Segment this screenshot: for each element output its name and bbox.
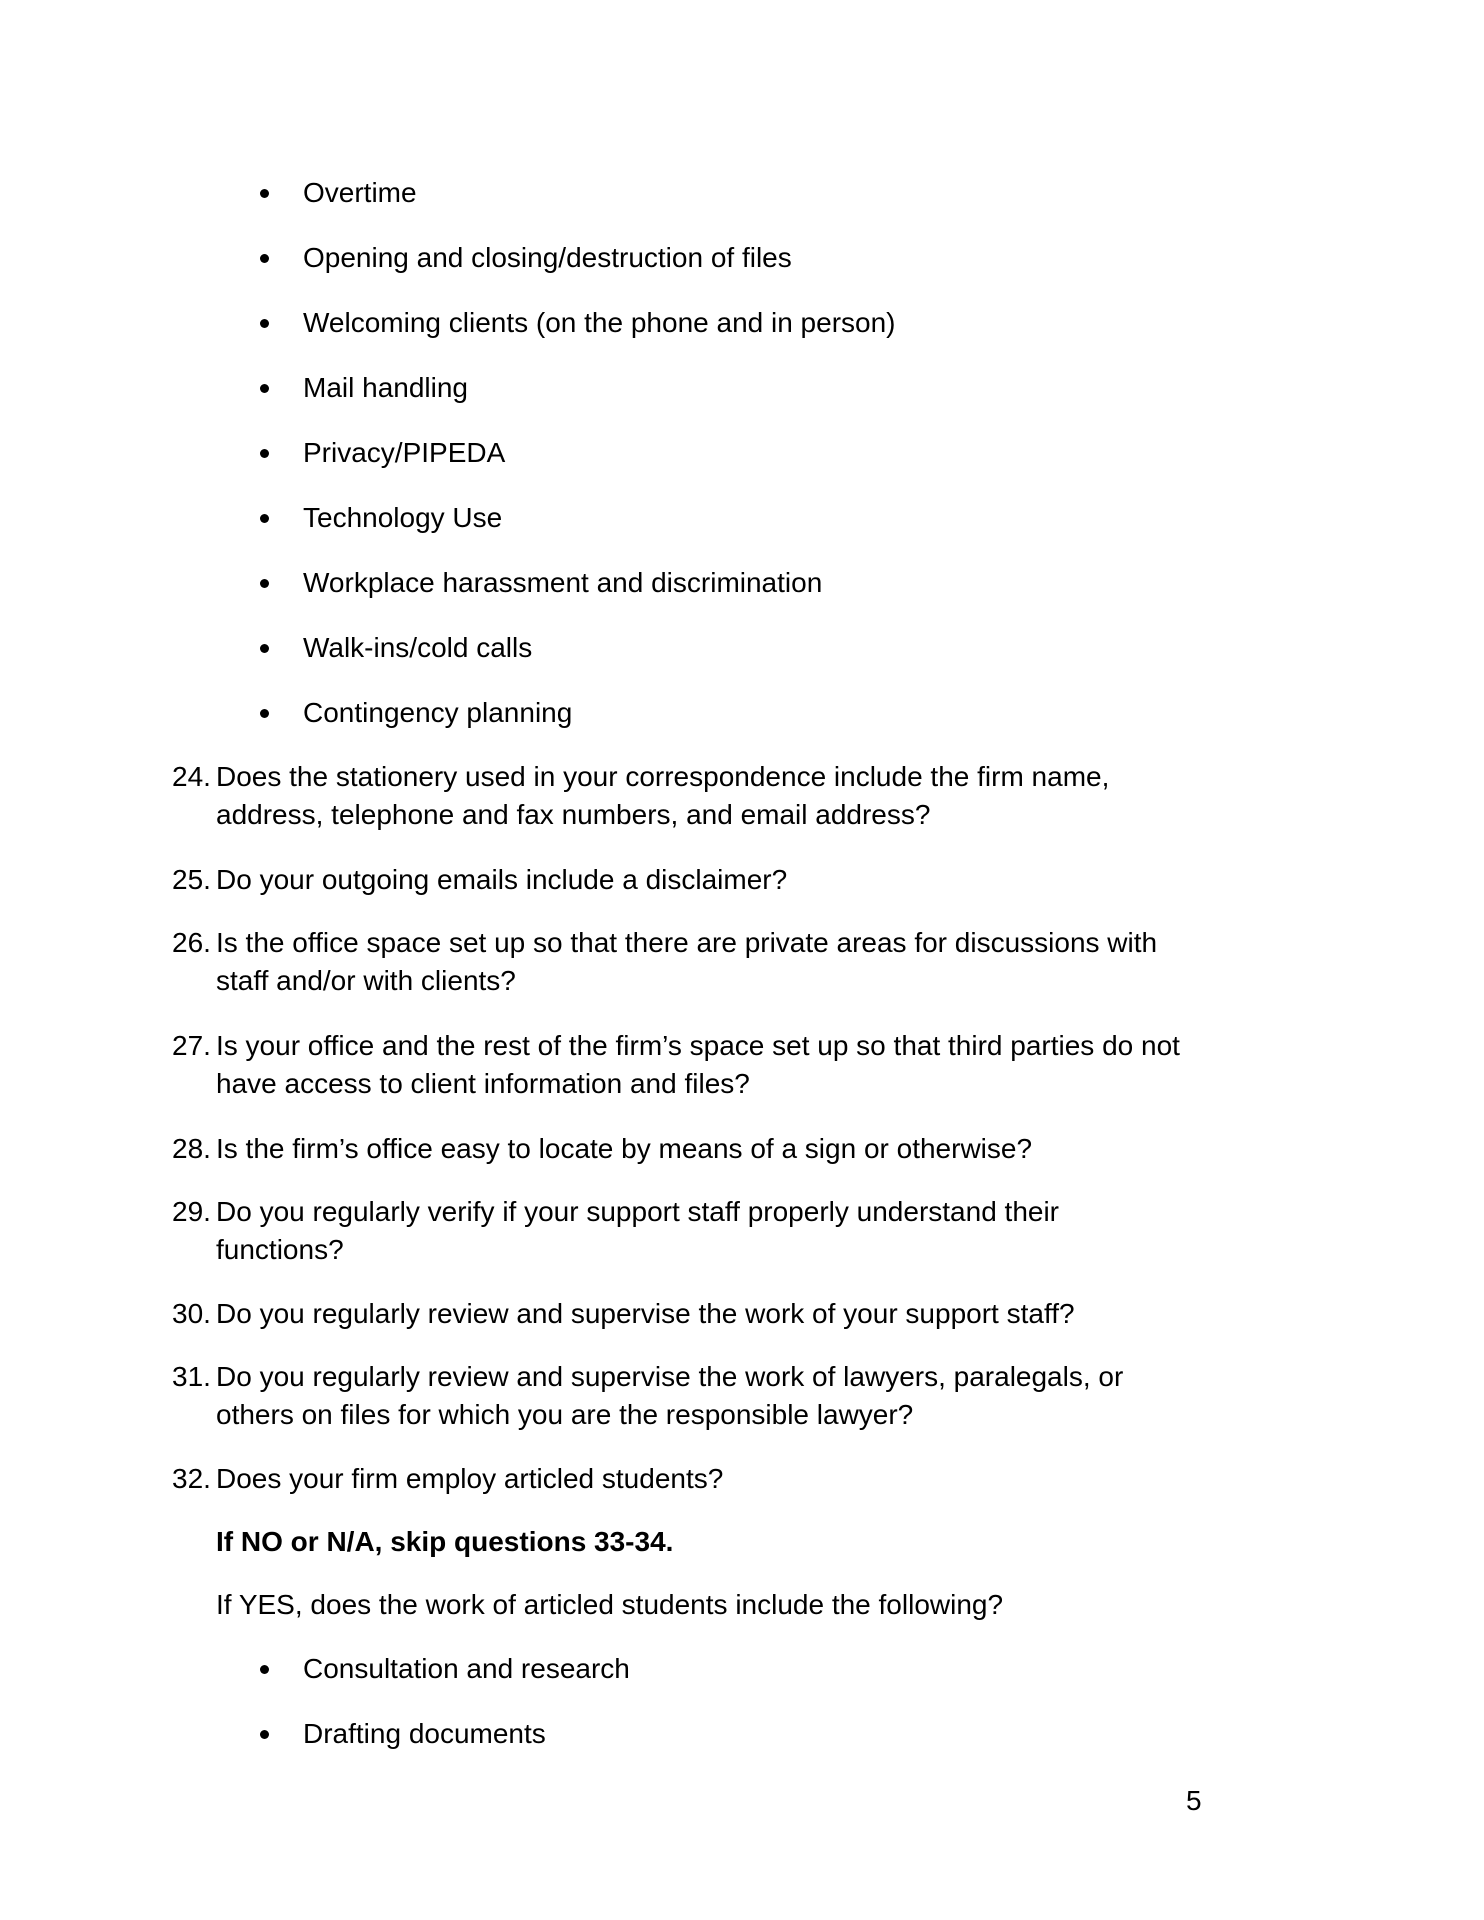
question-text — [216, 1358, 1236, 1434]
bullet-icon — [260, 579, 269, 588]
question-line: Do you regularly verify if your support staff properly understand their — [216, 1196, 1060, 1227]
question-number: 30. — [172, 1298, 211, 1329]
list-item-text: Welcoming clients (on the phone and in person) — [303, 307, 896, 338]
list-item-text: Mail handling — [303, 372, 468, 403]
bullet-icon — [260, 449, 269, 458]
question-line: Is the office space set up so that there are private areas for discussions with — [216, 927, 1158, 958]
question-line: staff and/or with clients? — [216, 965, 516, 996]
question-number: 25. — [172, 864, 211, 895]
question-line: Do you regularly review and supervise the work of your support staff? — [216, 1298, 1075, 1329]
list-item-text: Workplace harassment and discrimination — [303, 567, 823, 598]
bullet-icon — [260, 514, 269, 523]
list-item-text: Opening and closing/destruction of files — [303, 242, 792, 273]
question-text — [216, 1193, 1236, 1269]
question-number: 24. — [172, 761, 211, 792]
list-item-text: Overtime — [303, 177, 417, 208]
list-item-text: Technology Use — [303, 502, 503, 533]
question-number: 32. — [172, 1463, 211, 1494]
question-text — [216, 1295, 1236, 1333]
bullet-icon — [260, 1665, 269, 1674]
question-text — [216, 1130, 1236, 1168]
question-line: Does the stationery used in your correspondence include the firm name, — [216, 761, 1110, 792]
question-text — [216, 1027, 1236, 1103]
question-number: 29. — [172, 1196, 211, 1227]
question-line: Is the firm’s office easy to locate by means of a sign or otherwise? — [216, 1133, 1033, 1164]
bullet-icon — [260, 319, 269, 328]
question-number: 26. — [172, 927, 211, 958]
bullet-icon — [260, 189, 269, 198]
list-item-text: Contingency planning — [303, 697, 573, 728]
question-text — [216, 861, 1236, 899]
question-line: have access to client information and files? — [216, 1068, 750, 1099]
list-item-text: Drafting documents — [303, 1718, 546, 1749]
bullet-icon — [260, 709, 269, 718]
question-text — [216, 758, 1236, 834]
yes-note: If YES, does the work of articled students include the following? — [216, 1589, 1004, 1620]
question-number: 31. — [172, 1361, 211, 1392]
bullet-icon — [260, 384, 269, 393]
bullet-icon — [260, 644, 269, 653]
page-number: 5 — [1186, 1785, 1202, 1816]
list-item-text: Privacy/PIPEDA — [303, 437, 506, 468]
bullet-icon — [260, 1730, 269, 1739]
question-line: Does your firm employ articled students? — [216, 1463, 724, 1494]
question-line: Is your office and the rest of the firm’s space set up so that third parties do not — [216, 1030, 1180, 1061]
question-text — [216, 1460, 1236, 1498]
question-line: functions? — [216, 1234, 344, 1265]
question-number: 27. — [172, 1030, 211, 1061]
list-item-text: Walk-ins/cold calls — [303, 632, 533, 663]
question-number: 28. — [172, 1133, 211, 1164]
question-text — [216, 924, 1236, 1000]
question-line: address, telephone and fax numbers, and email address? — [216, 799, 931, 830]
question-line: others on files for which you are the responsible lawyer? — [216, 1399, 914, 1430]
bullet-icon — [260, 254, 269, 263]
skip-note: If NO or N/A, skip questions 33-34. — [216, 1526, 674, 1557]
list-item-text: Consultation and research — [303, 1653, 630, 1684]
question-line: Do your outgoing emails include a disclaimer? — [216, 864, 788, 895]
question-line: Do you regularly review and supervise the work of lawyers, paralegals, or — [216, 1361, 1124, 1392]
